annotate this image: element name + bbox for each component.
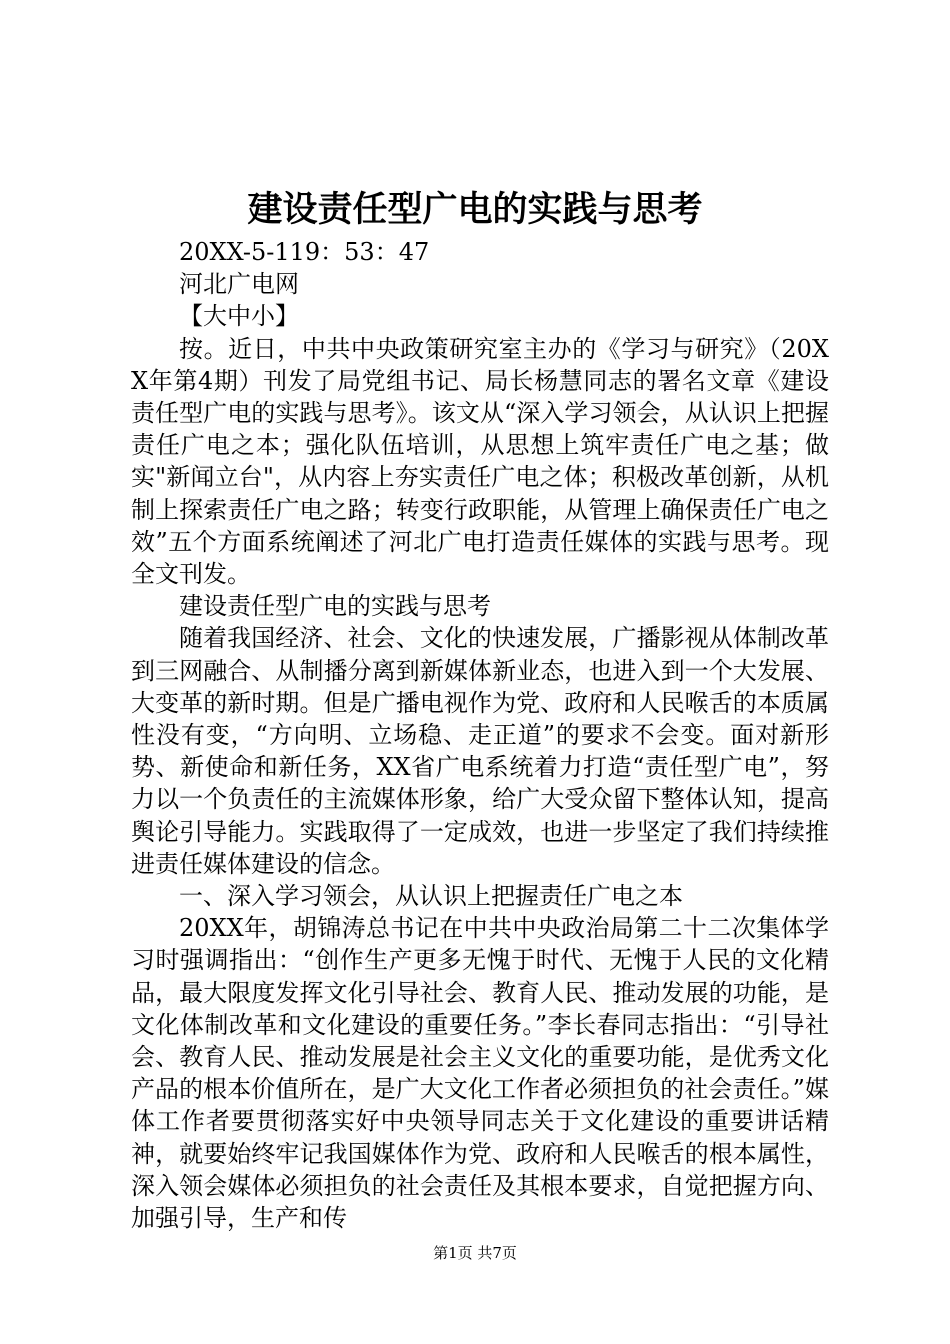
document-body: [131, 236, 829, 1234]
paragraph-subtitle: 建设责任型广电的实践与思考: [179, 592, 491, 621]
document-title: 建设责任型广电的实践与思考: [247, 189, 703, 230]
meta-source: 河北广电网: [179, 270, 299, 299]
page-number: 第1页 共7页: [433, 1244, 517, 1262]
font-size-switch[interactable]: 【大中小】: [179, 302, 299, 331]
paragraph-section-1: 20XX年，胡锦涛总书记在中共中央政治局第二十二次集体学习时强调指出：“创作生产更多无愧于时代、无愧于人民的文化精品，最大限度发挥文化引导社会、教育人民、推动发展的功能，是文化体制改革和文化建设的重要任务。”李长春同志指出：“引导社会、教育人民、推动发展是社会主义文化的重要功能，是优秀文化产品的根本价值所在，是广大文化工作者必须担负的社会责任。”媒体工作者要贯彻落实好中央领导同志关于文化建设的重要讲话精神，就要始终牢记我国媒体作为党、政府和人民喉舌的根本属性，深入领会媒体必须担负的社会责任及其根本要求，自觉把握方向、加强引导，生产和传: [131, 914, 829, 1233]
paragraph-intro: 随着我国经济、社会、文化的快速发展，广播影视从体制改革到三网融合、从制播分离到新媒体新业态，也进入到一个大发展、大变革的新时期。但是广播电视作为党、政府和人民喉舌的本质属性没有变，“方向明、立场稳、走正道”的要求不会变。面对新形势、新使命和新任务，XX省广电系统着力打造“责任型广电”，努力以一个负责任的主流媒体形象，给广大受众留下整体认知，提高舆论引导能力。实践取得了一定成效，也进一步坚定了我们持续推进责任媒体建设的信念。: [131, 624, 829, 878]
meta-datetime: 20XX-5-119：53：47: [179, 238, 430, 266]
paragraph-editor-note: 按。近日，中共中央政策研究室主办的《学习与研究》（20XX年第4期）刊发了局党组书记、局长杨慧同志的署名文章《建设责任型广电的实践与思考》。该文从“深入学习领会，从认识上把握责任广电之本；强化队伍培训，从思想上筑牢责任广电之基；做实"新闻立台"，从内容上夯实责任广电之体；积极改革创新，从机制上探索责任广电之路；转变行政职能，从管理上确保责任广电之效”五个方面系统阐述了河北广电打造责任媒体的实践与思考。现全文刊发。: [131, 334, 829, 589]
section-heading-1: 一、深入学习领会，从认识上把握责任广电之本: [179, 882, 683, 911]
